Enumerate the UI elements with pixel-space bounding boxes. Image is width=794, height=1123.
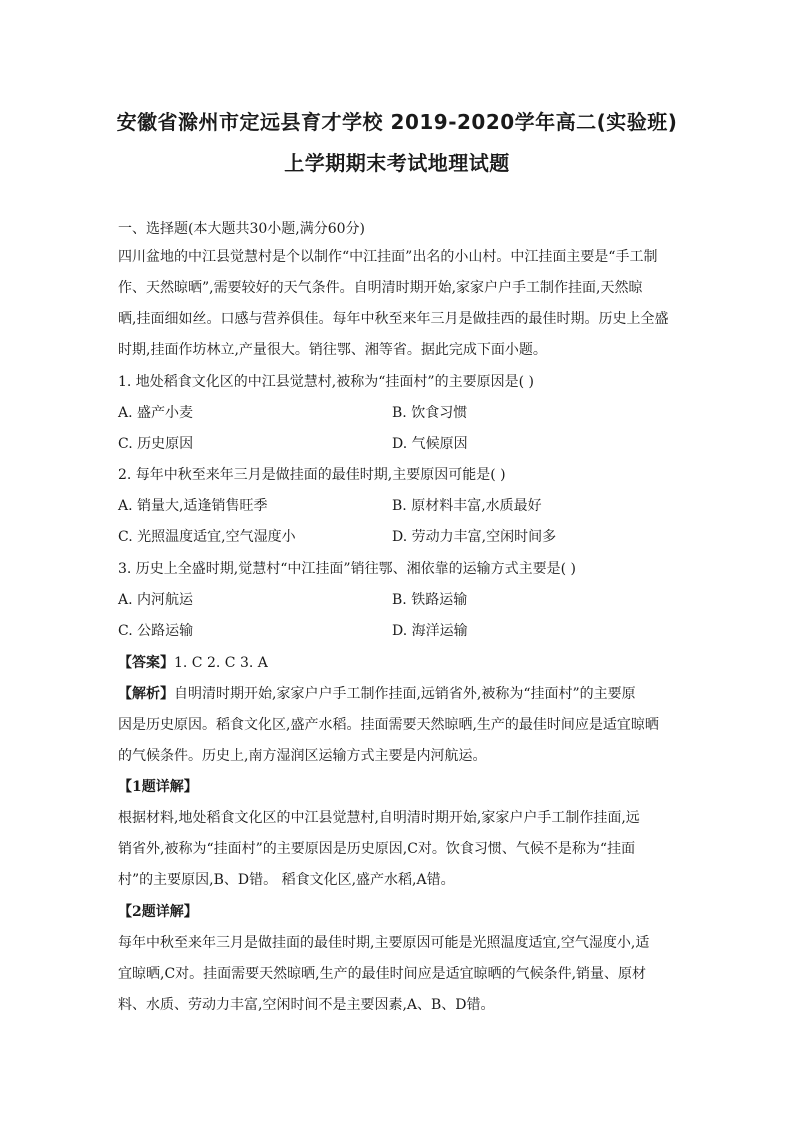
- q1-option-c: C. 历史原因: [118, 436, 194, 452]
- q3-option-b: B. 铁路运输: [392, 592, 468, 608]
- question-stem-2: 2. 每年中秋至来年三月是做挂面的最佳时期,主要原因可能是( ): [118, 467, 506, 483]
- answer-label: 【答案】: [118, 655, 174, 671]
- answer-text: 1. C 2. C 3. A: [174, 655, 268, 671]
- q1-option-a: A. 盛产小麦: [118, 405, 194, 421]
- exam-title-line1: 安徽省滁州市定远县育才学校 2019-2020学年高二(实验班): [116, 110, 678, 134]
- analysis-line: [118, 684, 678, 704]
- q2-option-c: C. 光照温度适宜,空气湿度小: [118, 529, 296, 545]
- q3-option-a: A. 内河航运: [118, 592, 194, 608]
- exam-title-line2: 上学期期末考试地理试题: [284, 151, 510, 175]
- detail2-line: 宜晾晒,C对。挂面需要天然晾晒,生产的最佳时间应是适宜晾晒的气候条件,销量、原材: [118, 966, 647, 982]
- detail1-line: 销省外,被称为“挂面村”的主要原因是历史原因,C对。饮食习惯、气候不是称为“挂面: [118, 841, 636, 857]
- q3-option-d: D. 海洋运输: [392, 623, 468, 639]
- detail2-label: 【2题详解】: [118, 904, 198, 920]
- detail1-line: 根据材料,地处稻食文化区的中江县觉慧村,自明清时期开始,家家户户手工制作挂面,远: [118, 810, 640, 826]
- detail2-line: 每年中秋至来年三月是做挂面的最佳时期,主要原因可能是光照温度适宜,空气湿度小,适: [118, 935, 650, 951]
- passage-line: 作、天然晾晒”,需要较好的天气条件。自明清时期开始,家家户户手工制作挂面,天然晾: [118, 280, 643, 296]
- detail2-line: 料、水质、劳动力丰富,空闲时间不是主要因素,A、B、D错。: [118, 997, 495, 1013]
- analysis-line: 因是历史原因。稻食文化区,盛产水稻。挂面需要天然晾晒,生产的最佳时间应是适宜晾晒: [118, 717, 659, 733]
- answer-line: [118, 653, 678, 673]
- q3-option-c: C. 公路运输: [118, 623, 194, 639]
- passage-line: 四川盆地的中江县觉慧村是个以制作“中江挂面”出名的小山村。中江挂面主要是“手工制: [118, 249, 658, 265]
- q2-option-a: A. 销量大,适逢销售旺季: [118, 498, 268, 514]
- analysis-label: 【解析】: [118, 686, 174, 702]
- analysis-text: 自明清时期开始,家家户户手工制作挂面,远销省外,被称为“挂面村”的主要原: [174, 686, 636, 702]
- analysis-line: 的气候条件。历史上,南方湿润区运输方式主要是内河航运。: [118, 748, 487, 764]
- question-stem-3: 3. 历史上全盛时期,觉慧村“中江挂面”销往鄂、湘依靠的运输方式主要是( ): [118, 561, 576, 577]
- passage-line: 晒,挂面细如丝。口感与营养俱佳。每年中秋至来年三月是做挂西的最佳时期。历史上全盛: [118, 311, 669, 327]
- q1-option-b: B. 饮食习惯: [392, 405, 468, 421]
- section-header: 一、选择题(本大题共30小题,满分60分): [118, 221, 366, 237]
- detail1-label: 【1题详解】: [118, 779, 198, 795]
- q1-option-d: D. 气候原因: [392, 436, 468, 452]
- question-stem-1: 1. 地处稻食文化区的中江县觉慧村,被称为“挂面村”的主要原因是( ): [118, 374, 534, 390]
- passage-line: 时期,挂面作坊林立,产量很大。销往鄂、湘等省。据此完成下面小题。: [118, 342, 547, 358]
- q2-option-b: B. 原材料丰富,水质最好: [392, 498, 542, 514]
- q2-option-d: D. 劳动力丰富,空闲时间多: [392, 529, 557, 545]
- detail1-line: 村”的主要原因,B、D错。 稻食文化区,盛产水稻,A错。: [118, 872, 455, 888]
